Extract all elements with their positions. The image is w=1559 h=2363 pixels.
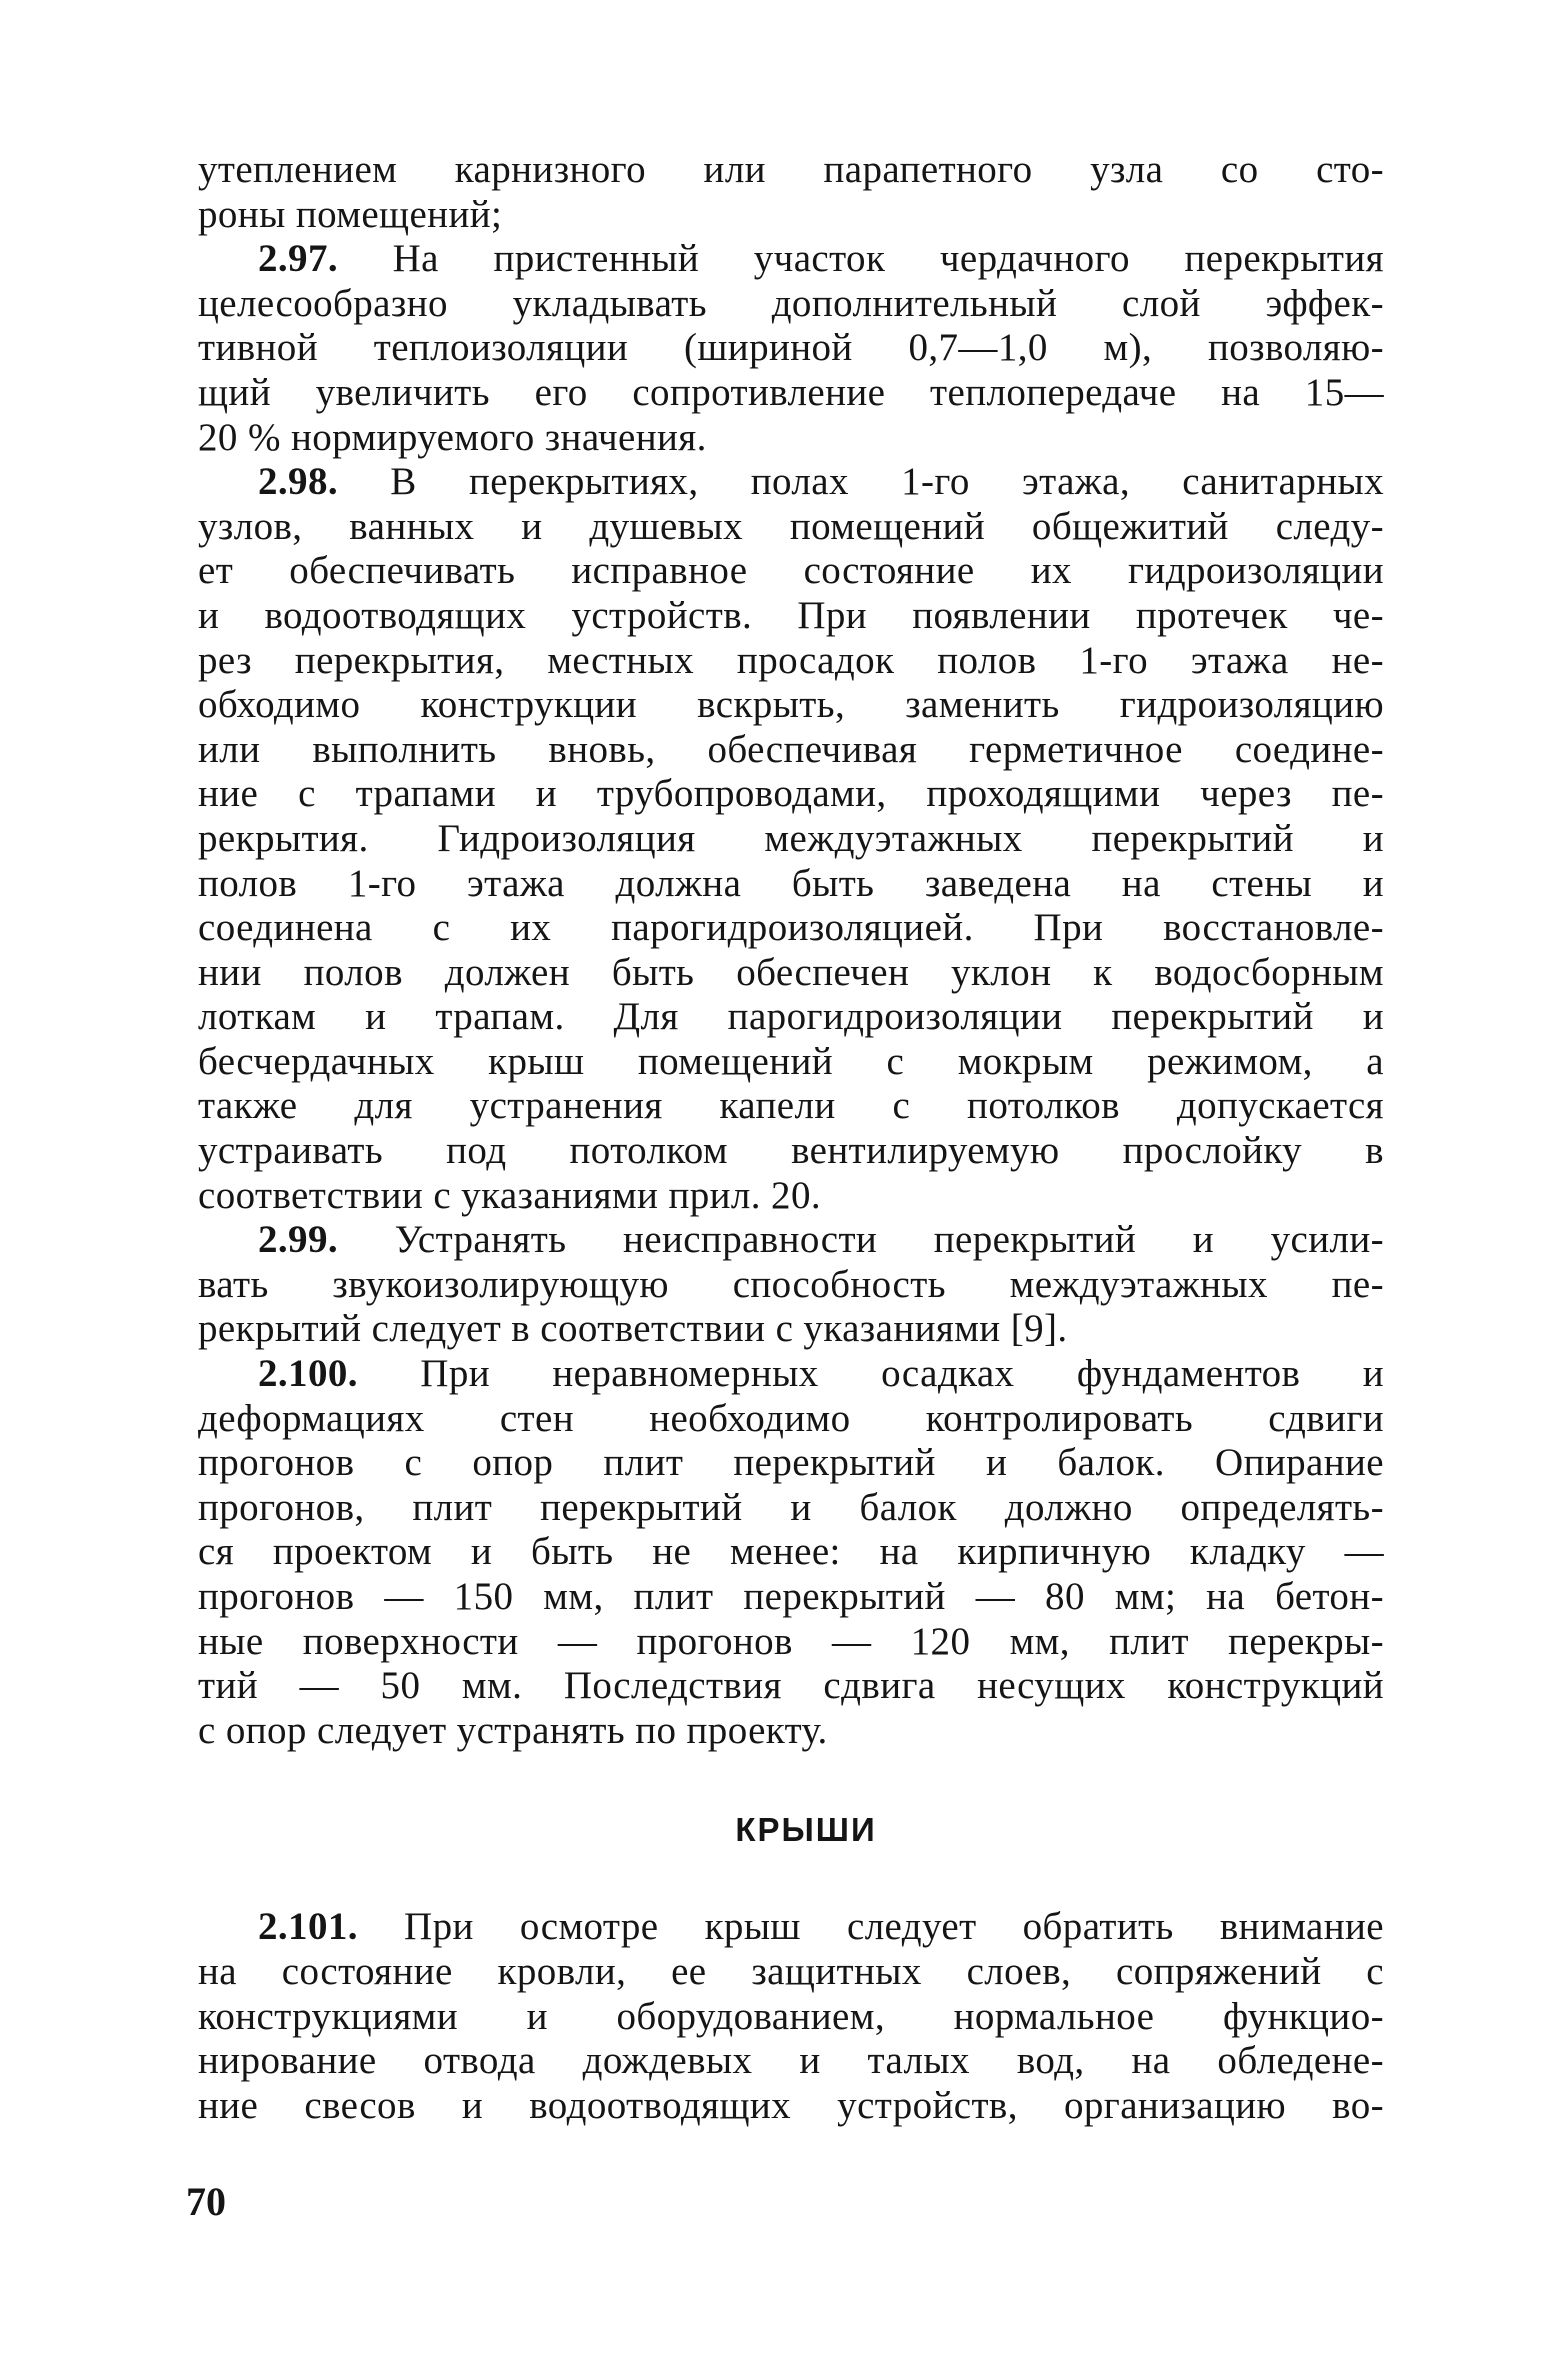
- text-line: На пристенный участок чердачного перекрытия: [392, 237, 1384, 281]
- text-line: соответствии с указаниями прил. 20.: [198, 1173, 821, 1217]
- text-line: тий — 50 мм. Последствия сдвига несущих конструкций: [198, 1664, 1384, 1708]
- paragraph-first-line: [198, 1905, 1384, 1950]
- paragraph-2-98: [198, 460, 1384, 1218]
- text-line: прогонов — 150 мм, плит перекрытий — 80 мм; на бетон-: [198, 1575, 1384, 1618]
- paragraph-number: 2.101.: [258, 1905, 358, 1949]
- paragraph-first-line: [198, 460, 1384, 505]
- text-line: прогонов с опор плит перекрытий и балок. Опирание: [198, 1441, 1384, 1485]
- text-line: ние с трапами и трубопроводами, проходящими через пе-: [198, 772, 1384, 816]
- paragraph-2-100: [198, 1352, 1384, 1753]
- paragraph-2-101: [198, 1905, 1384, 2128]
- section-heading: КРЫШИ: [735, 1811, 877, 1849]
- text-line: При неравномерных осадках фундаментов и: [420, 1352, 1384, 1396]
- text-line: также для устранения капели с потолков допускается: [198, 1084, 1384, 1128]
- text-line: бесчердачных крыш помещений с мокрым режимом, а: [198, 1039, 1384, 1083]
- text-line: нирование отвода дождевых и талых вод, на обледене-: [198, 2039, 1384, 2083]
- text-line: 20 % нормируемого значения.: [198, 415, 707, 459]
- text-line: прогонов, плит перекрытий и балок должно определять-: [198, 1485, 1384, 1529]
- text-line: с опор следует устранять по проекту.: [198, 1708, 828, 1752]
- paragraph-first-line: [198, 1352, 1384, 1397]
- paragraph-number: 2.98.: [258, 460, 338, 504]
- text-line: Устранять неисправности перекрытий и усили-: [394, 1218, 1384, 1262]
- text-line: деформациях стен необходимо контролировать сдвиги: [198, 1396, 1384, 1440]
- text-line: утеплением карнизного или парапетного узла со сто-: [198, 148, 1384, 191]
- text-line: лоткам и трапам. Для парогидроизоляции перекрытий и: [198, 995, 1384, 1039]
- text-line: рекрытия. Гидроизоляция междуэтажных перекрытий и: [198, 816, 1384, 860]
- paragraph-number: 2.99.: [258, 1218, 338, 1262]
- text-line: ные поверхности — прогонов — 120 мм, плит перекры-: [198, 1619, 1384, 1663]
- text-line: При осмотре крыш следует обратить внимание: [404, 1905, 1384, 1949]
- text-line: ние свесов и водоотводящих устройств, организацию во-: [198, 2083, 1384, 2127]
- paragraph-intro: [198, 148, 1384, 237]
- text-line: ет обеспечивать исправное состояние их гидроизоляции: [198, 549, 1384, 593]
- text-line: нии полов должен быть обеспечен уклон к водосборным: [198, 950, 1384, 994]
- text-line: на состояние кровли, ее защитных слоев, сопряжений с: [198, 1949, 1384, 1993]
- text-line: и водоотводящих устройств. При появлении протечек че-: [198, 593, 1384, 637]
- paragraph-first-line: [198, 237, 1384, 282]
- text-line: конструкциями и оборудованием, нормальное функцио-: [198, 1994, 1384, 2038]
- document-page: [198, 148, 1384, 2128]
- paragraph-2-99: [198, 1218, 1384, 1352]
- paragraph-number: 2.100.: [258, 1352, 358, 1396]
- text-line: устраивать под потолком вентилируемую прослойку в: [198, 1129, 1384, 1173]
- text-line: вать звукоизолирующую способность междуэтажных пе-: [198, 1262, 1384, 1306]
- text-line: рекрытий следует в соответствии с указаниями [9].: [198, 1307, 1068, 1351]
- text-line: целесообразно укладывать дополнительный слой эффек-: [198, 281, 1384, 325]
- paragraph-number: 2.97.: [258, 237, 338, 281]
- paragraph-2-97: [198, 237, 1384, 460]
- text-line: или выполнить вновь, обеспечивая герметичное соедине-: [198, 727, 1384, 771]
- text-line: узлов, ванных и душевых помещений общежитий следу-: [198, 504, 1384, 548]
- text-line: щий увеличить его сопротивление теплопередаче на 15—: [198, 370, 1384, 414]
- text-line: роны помещений;: [198, 192, 503, 236]
- text-line: ся проектом и быть не менее: на кирпичную кладку —: [198, 1530, 1384, 1574]
- text-line: соединена с их парогидроизоляцией. При восстановле-: [198, 906, 1384, 950]
- page-number: 70: [186, 2179, 226, 2224]
- text-line: тивной теплоизоляции (шириной 0,7—1,0 м), позволяю-: [198, 326, 1384, 370]
- paragraph-first-line: [198, 1218, 1384, 1263]
- text-line: рез перекрытия, местных просадок полов 1-го этажа не-: [198, 638, 1384, 682]
- text-line: обходимо конструкции вскрыть, заменить гидроизоляцию: [198, 683, 1384, 727]
- text-line: В перекрытиях, полах 1-го этажа, санитарных: [390, 460, 1384, 504]
- text-line: полов 1-го этажа должна быть заведена на стены и: [198, 861, 1384, 905]
